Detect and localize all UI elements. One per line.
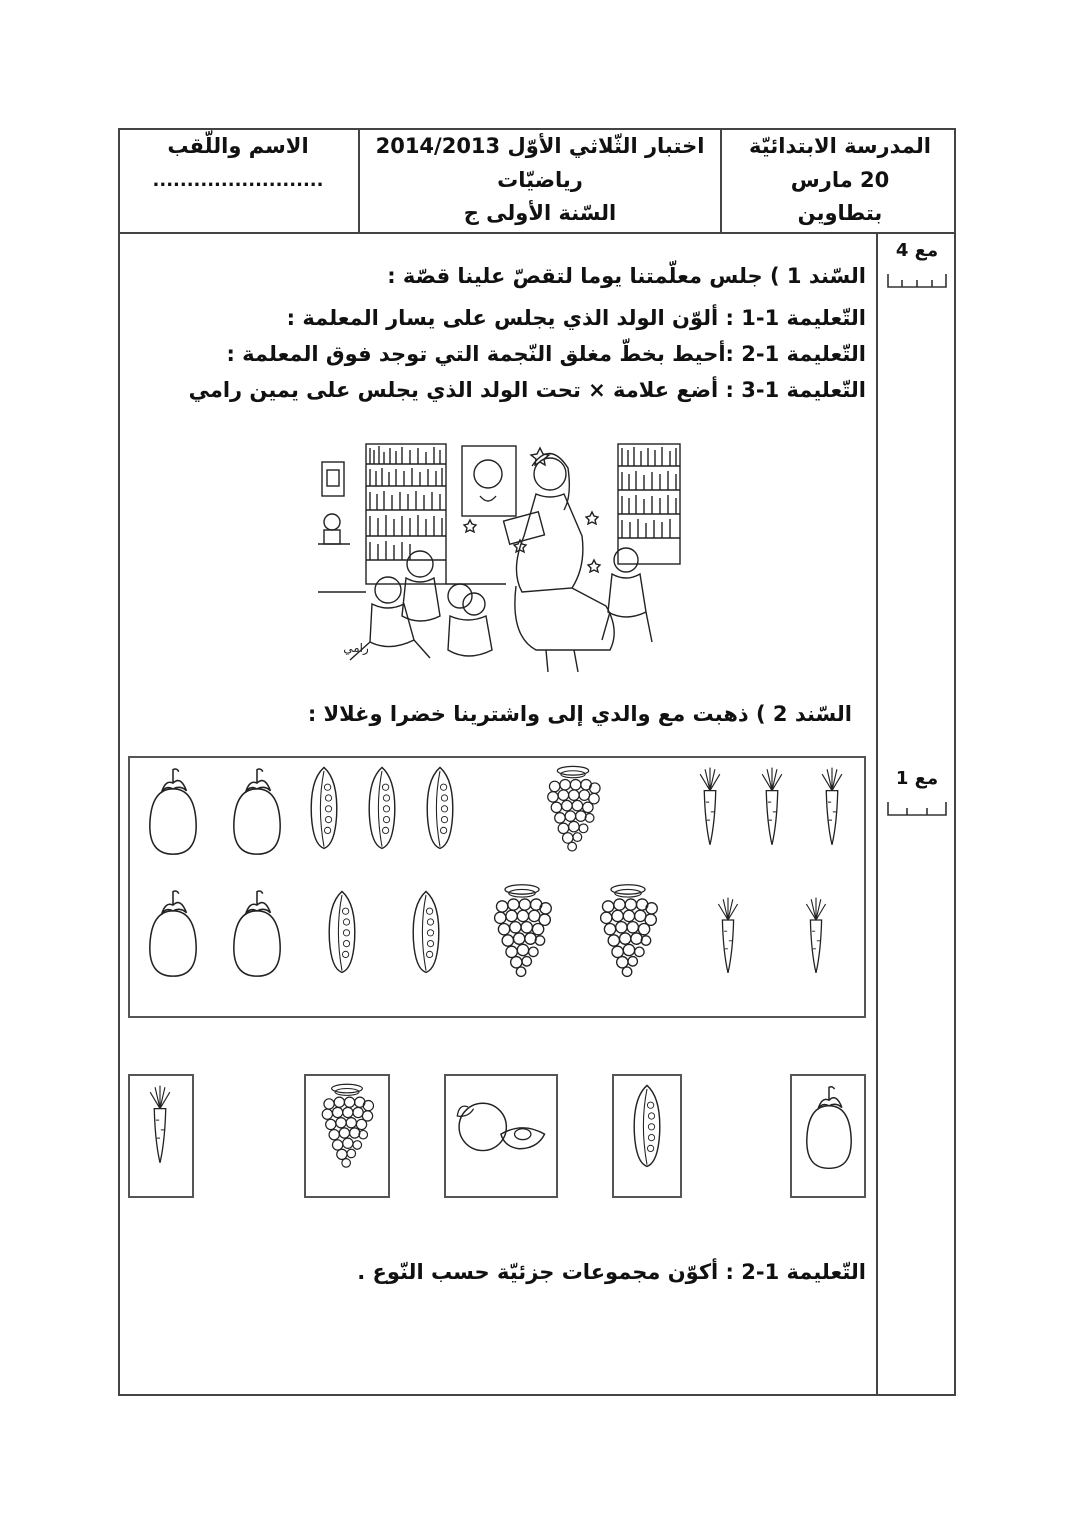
peapod-icon — [406, 886, 446, 976]
name-label: الاسم واللّقب — [167, 134, 309, 158]
instruction-1-3: التّعليمة 1-3 : أضع علامة × تحت الولد الذي يجلس على يمين رامي — [188, 378, 866, 402]
name-dotted-line[interactable]: ......................... — [152, 170, 324, 191]
eggplant-icon — [798, 1080, 860, 1172]
exam-grade: السّنة الأولى ج — [463, 201, 617, 225]
grapes-icon — [540, 762, 606, 858]
carrot-icon — [708, 896, 748, 976]
exam-title: اختبار الثّلاثي الأوّل 2014/2013 — [375, 134, 705, 158]
instruction-1-1: التّعليمة 1-1 : ألوّن الولد الذي يجلس على يسار المعلمة : — [286, 306, 866, 330]
eggplant-icon — [226, 884, 288, 980]
exam-date: 20 مارس — [790, 168, 890, 192]
classroom-story-illustration — [310, 436, 690, 676]
exam-subject: رياضيّات — [497, 168, 583, 192]
carrot-icon — [812, 766, 852, 848]
criteria-column-divider — [876, 232, 878, 1396]
carrot-icon — [752, 766, 792, 848]
header-divider — [118, 232, 956, 234]
eggplant-icon — [226, 762, 288, 858]
grapes-icon — [488, 880, 556, 984]
header-col-divider-1 — [720, 128, 722, 232]
peapod-icon — [362, 762, 402, 852]
peapod-icon — [626, 1080, 668, 1170]
section2-prompt: السّند 2 ) ذهبت مع والدي إلى واشترينا خضرا وغلالا : — [307, 702, 852, 726]
peapod-icon — [322, 886, 362, 976]
carrot-icon — [796, 896, 836, 976]
rami-caption: رامي — [343, 641, 369, 655]
peapod-icon — [304, 762, 344, 852]
carrot-icon — [140, 1084, 180, 1166]
eggplant-icon — [142, 762, 204, 858]
school-name: المدرسة الابتدائيّة — [749, 134, 931, 158]
header-col-divider-2 — [358, 128, 360, 232]
criterion-score-boxes-4[interactable] — [886, 270, 948, 290]
instruction-2-1: التّعليمة 1-2 : أكوّن مجموعات جزئيّة حسب النّوع . — [357, 1260, 866, 1284]
eggplant-icon — [142, 884, 204, 980]
criterion-score-boxes-1[interactable] — [886, 798, 948, 818]
carrot-icon — [690, 766, 730, 848]
grapes-icon — [594, 880, 662, 984]
instruction-1-2: التّعليمة 1-2 :أحيط بخطّ مغلق النّجمة التي توجد فوق المعلمة : — [226, 342, 866, 366]
school-town: بتطاوين — [797, 201, 883, 225]
grapes-icon — [314, 1080, 380, 1174]
peach-icon — [450, 1094, 550, 1158]
criterion-label-4: مع 4 — [895, 240, 939, 261]
peapod-icon — [420, 762, 460, 852]
section1-prompt: السّند 1 ) جلس معلّمتنا يوما لتقصّ علينا قصّة : — [387, 264, 866, 288]
criterion-label-1: مع 1 — [895, 768, 939, 789]
